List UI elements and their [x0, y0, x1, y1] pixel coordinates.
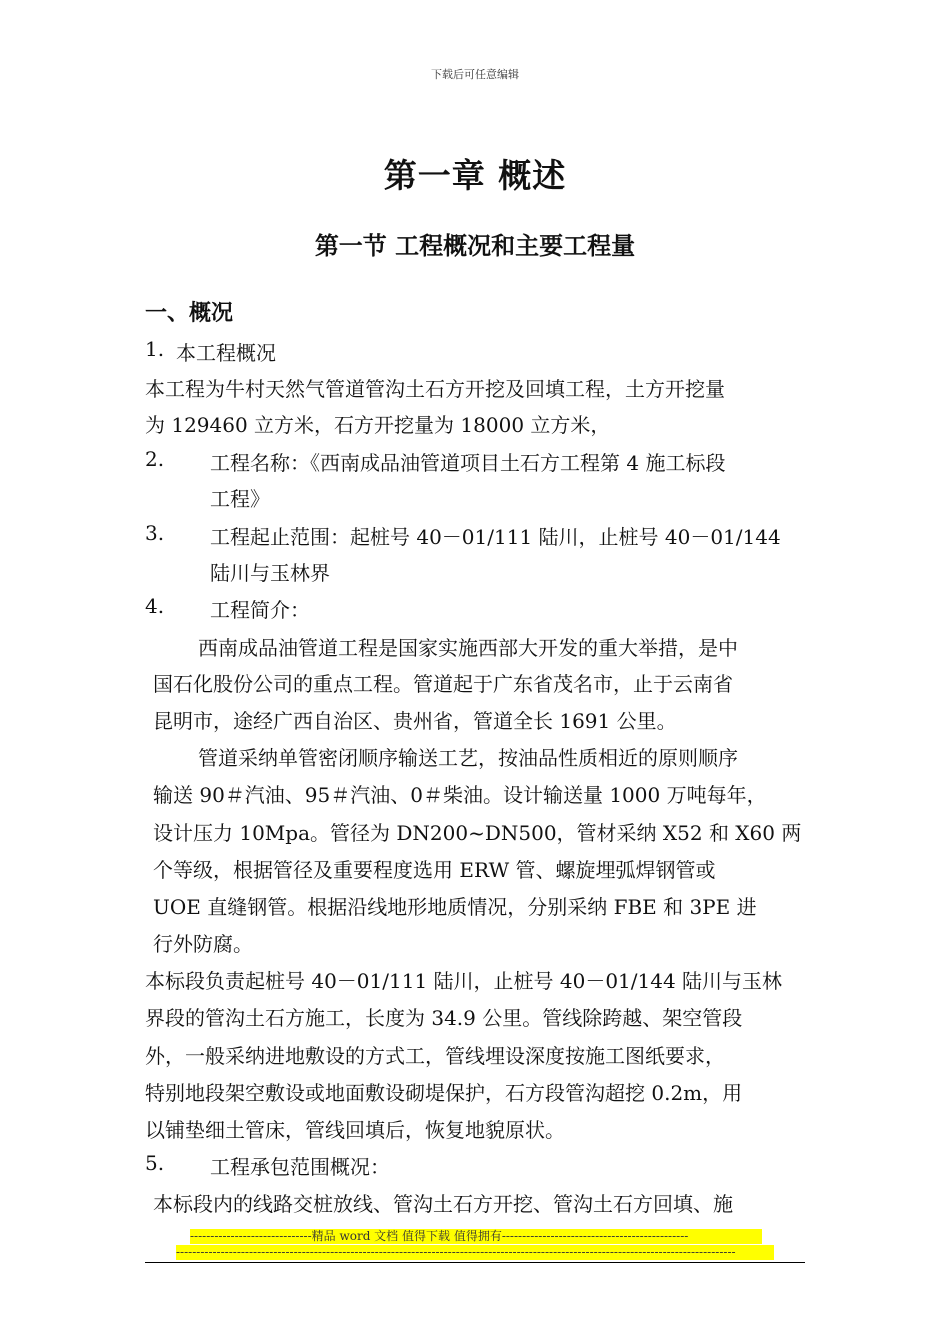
- item4-label: 工程简介：: [210, 598, 310, 622]
- footer-banner-line2: ------------------------------------------------------------------------------------------------------------------------------------------: [176, 1245, 774, 1260]
- para3-line: 界段的管沟土石方施工，长度为 34.9 公里。管线除跨越、架空管段: [145, 1006, 743, 1030]
- para2-line: 行外防腐。: [153, 932, 253, 956]
- item2-line: 工程》: [210, 487, 270, 511]
- item5-label: 工程承包范围概况：: [210, 1155, 390, 1179]
- section-title: 第一节 工程概况和主要工程量: [314, 232, 636, 260]
- para2-line: 设计压力 10Mpa。管径为 DN200~DN500，管材采纳 X52 和 X60 两: [153, 821, 802, 845]
- item1-number: 1.: [145, 337, 165, 361]
- para1-line: 国石化股份公司的重点工程。管道起于广东省茂名市，止于云南省: [153, 672, 733, 696]
- para2-line: 管道采纳单管密闭顺序输送工艺，按油品性质相近的原则顺序: [198, 746, 738, 770]
- header-note: 下载后可任意编辑: [431, 68, 519, 81]
- item3-number: 3.: [145, 521, 165, 545]
- para2-line: 输送 90＃汽油、95＃汽油、0＃柴油。设计输送量 1000 万吨每年，: [153, 783, 767, 807]
- chapter-title: 第一章 概述: [383, 156, 567, 195]
- item2-number: 2.: [145, 447, 165, 471]
- item1-label: 本工程概况: [176, 341, 276, 365]
- para4-line: 本标段内的线路交桩放线、管沟土石方开挖、管沟土石方回填、施: [153, 1192, 733, 1216]
- para1-line: 昆明市，途经广西自治区、贵州省，管道全长 1691 公里。: [153, 709, 677, 733]
- para3-line: 特别地段架空敷设或地面敷设砌堤保护，石方段管沟超挖 0.2m，用: [145, 1081, 743, 1105]
- item2-line: 工程名称：《西南成品油管道项目土石方工程第 4 施工标段: [210, 451, 726, 475]
- para3-line: 本标段负责起桩号 40－01/111 陆川，止桩号 40－01/144 陆川与玉林: [145, 969, 783, 993]
- para3-line: 外，一般采纳进地敷设的方式工，管线埋设深度按施工图纸要求，: [145, 1044, 725, 1068]
- item3-line: 工程起止范围：起桩号 40－01/111 陆川，止桩号 40－01/144: [210, 525, 781, 549]
- para1-line: 西南成品油管道工程是国家实施西部大开发的重大举措，是中: [198, 636, 738, 660]
- para3-line: 以铺垫细土管床，管线回填后，恢复地貌原状。: [145, 1118, 565, 1142]
- item3-line: 陆川与玉林界: [210, 561, 330, 585]
- overview-heading: 一、概况: [145, 301, 234, 326]
- item5-number: 5.: [145, 1151, 165, 1175]
- para2-line: 个等级，根据管径及重要程度选用 ERW 管、螺旋埋弧焊钢管或: [153, 858, 716, 882]
- footer-banner-line1: ------------------------------精品 word 文档 值得下载 值得拥有----------------------------------------------: [190, 1229, 762, 1244]
- intro-line: 为 129460 立方米，石方开挖量为 18000 立方米，: [145, 413, 611, 437]
- footer-rule: [145, 1262, 805, 1263]
- item4-number: 4.: [145, 594, 165, 618]
- para2-line: UOE 直缝钢管。根据沿线地形地质情况，分别采纳 FBE 和 3PE 进: [153, 895, 757, 919]
- intro-line: 本工程为牛村天然气管道管沟土石方开挖及回填工程，土方开挖量: [145, 377, 725, 401]
